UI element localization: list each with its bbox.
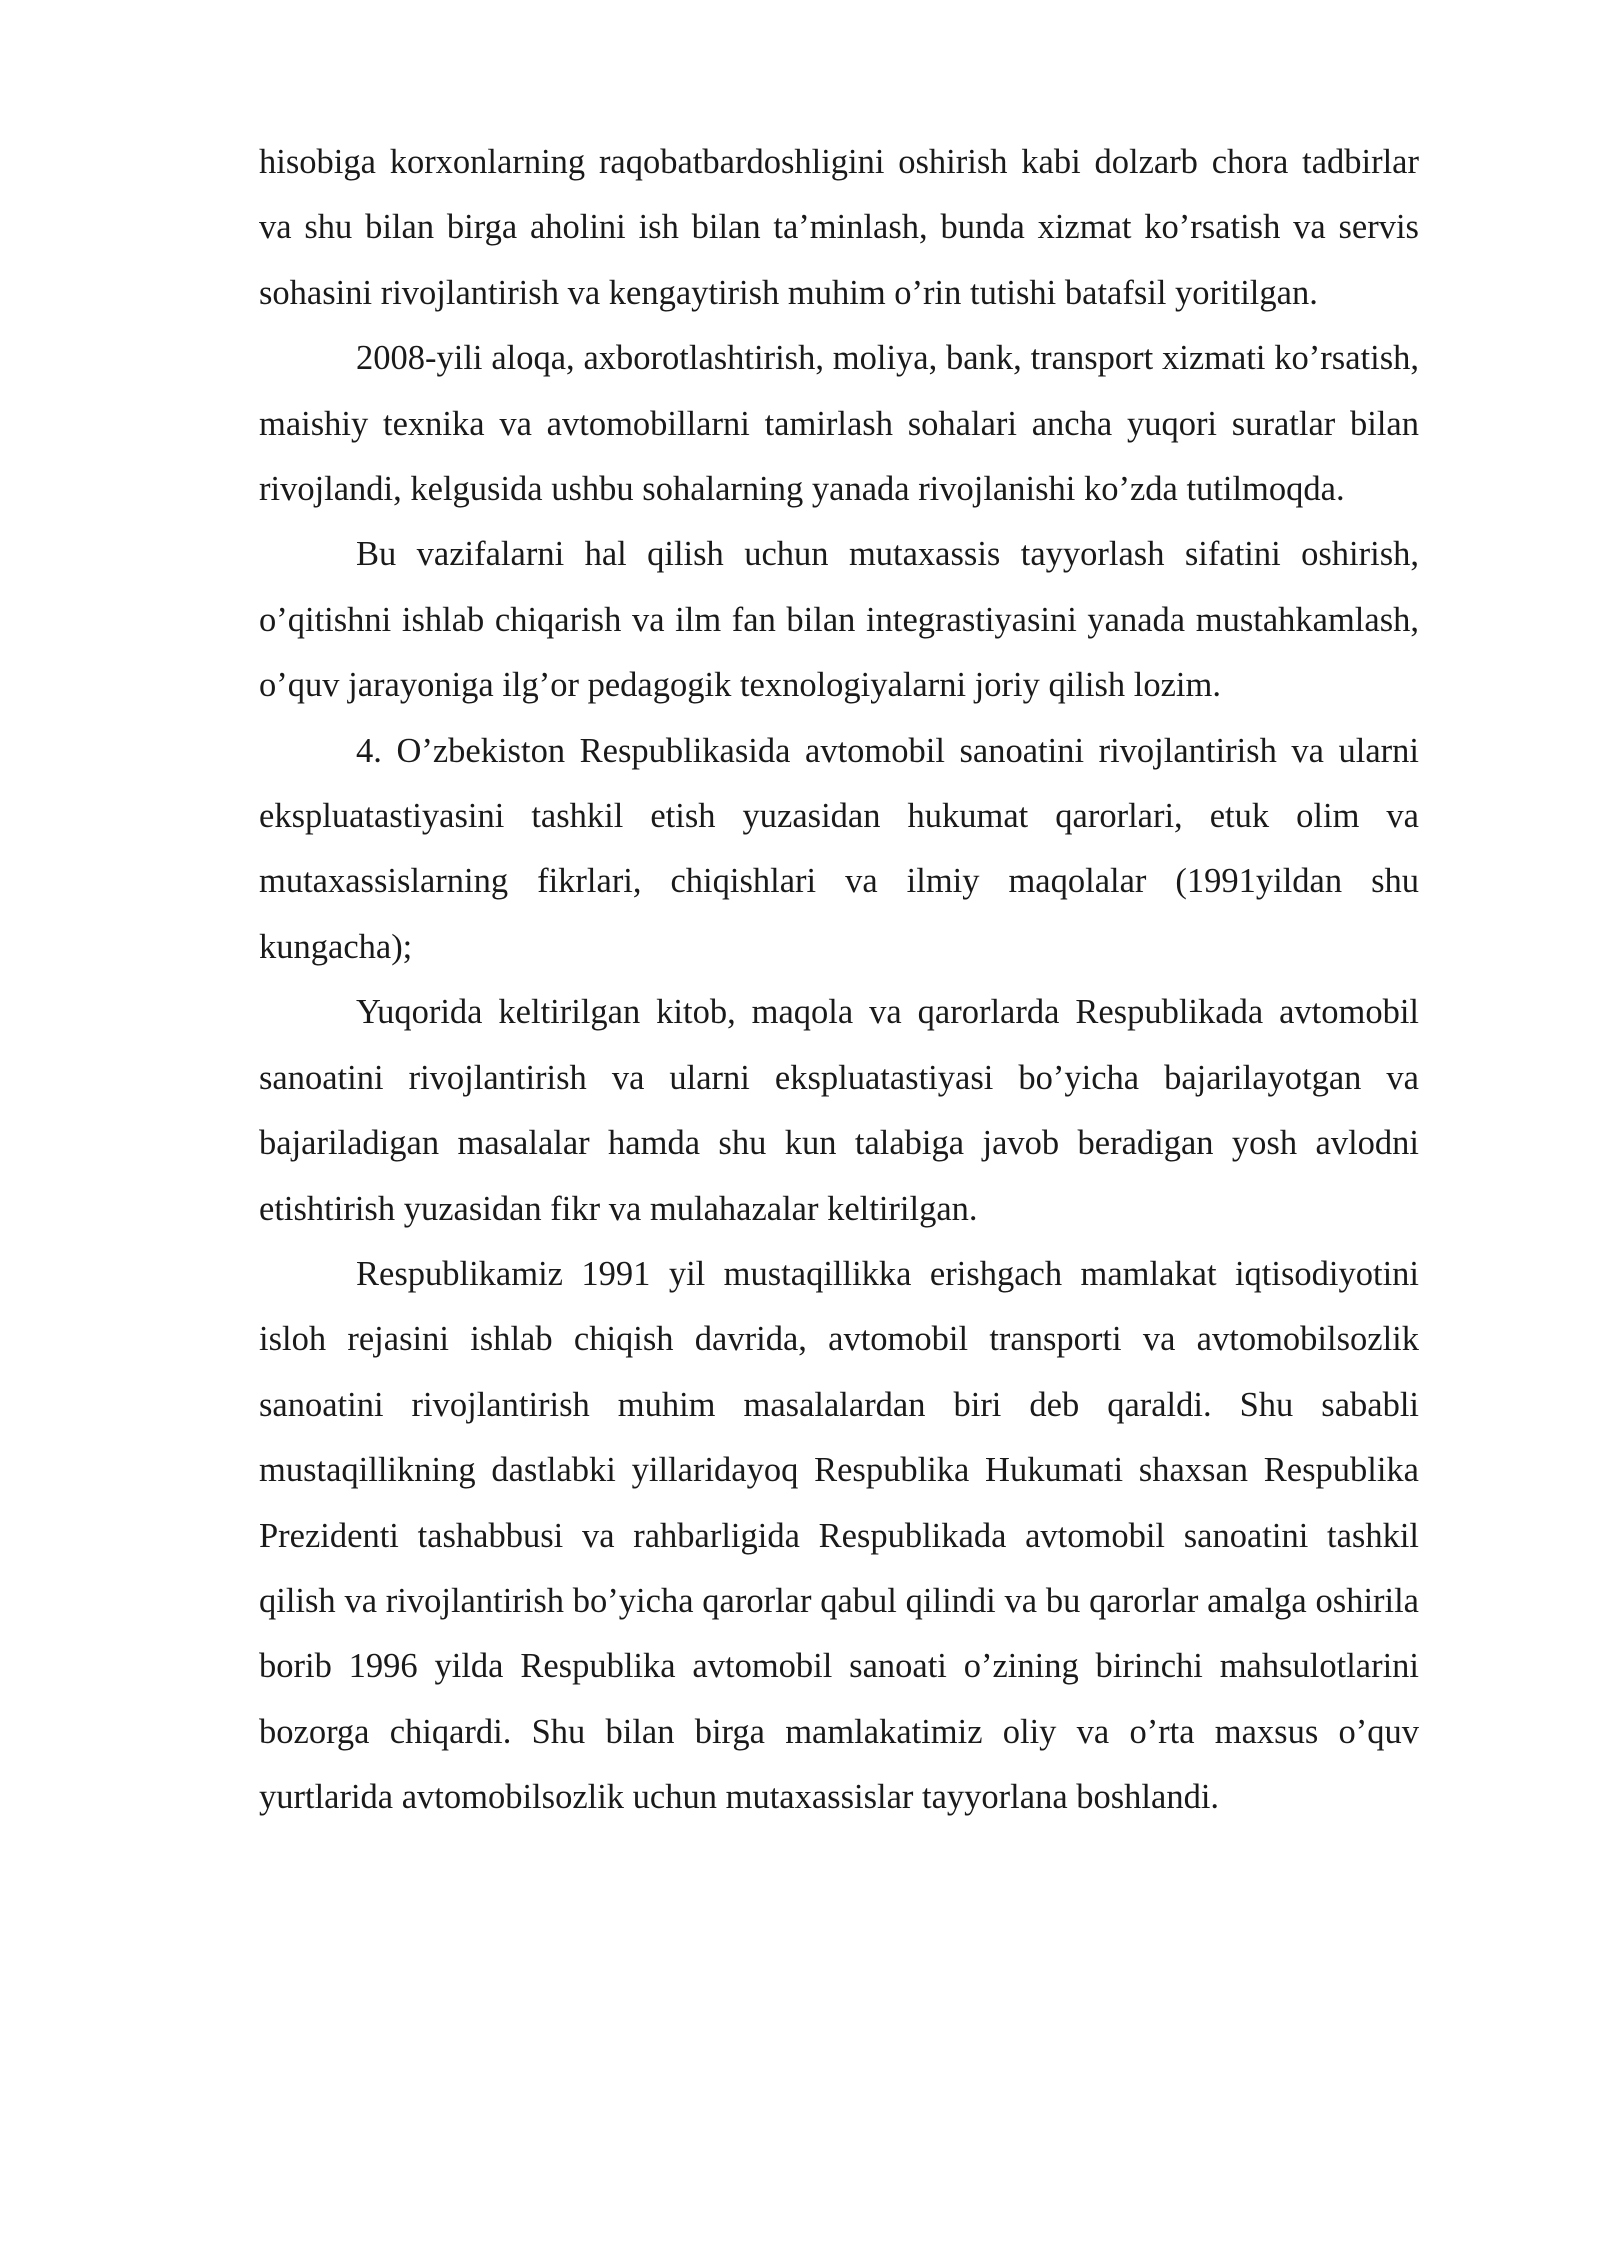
paragraph: Yuqorida keltirilgan kitob, maqola va qarorlarda Respublikada avtomobil sanoatini rivojlantirish va ularni ekspluatastiyasi bo’yicha bajarilayotgan va bajariladigan masalalar hamda shu kun talabiga javob beradigan yosh avlodni etishtirish yuzasidan fikr va mulahazalar keltirilgan. [259, 993, 1419, 1228]
document-body [259, 130, 1419, 1831]
paragraph: Bu vazifalarni hal qilish uchun mutaxassis tayyorlash sifatini oshirish, o’qitishni ishlab chiqarish va ilm fan bilan integrastiyasini yanada mustahkamlash, o’quv jarayoniga ilg’or pedagogik texnologiyalarni joriy qilish lozim. [259, 535, 1419, 705]
paragraph: hisobiga korxonlarning raqobatbardoshligini oshirish kabi dolzarb chora tadbirlar va shu bilan birga aholini ish bilan ta’minlash, bunda xizmat ko’rsatish va servis sohasini rivojlantirish va kengaytirish muhim o’rin tutishi batafsil yoritilgan. [259, 143, 1419, 312]
paragraph: 4. O’zbekiston Respublikasida avtomobil sanoatini rivojlantirish va ularni ekspluatastiyasini tashkil etish yuzasidan hukumat qarorlari, etuk olim va mutaxassislarning fikrlari, chiqishlari va ilmiy maqolalar (1991yildan shu kungacha); [259, 731, 1419, 966]
paragraph: Respublikamiz 1991 yil mustaqillikka erishgach mamlakat iqtisodiyotini isloh rejasini ishlab chiqish davrida, avtomobil transporti va avtomobilsozlik sanoatini rivojlantirish muhim masalalardan biri deb qaraldi. Shu sababli mustaqillikning dastlabki yillaridayoq Respublika Hukumati shaxsan Respublika Prezidenti tashabbusi va rahbarligida Respublikada avtomobil sanoatini tashkil qilish va rivojlantirish bo’yicha qarorlar qabul qilindi va bu qarorlar amalga oshirila borib 1996 yilda Respublika avtomobil sanoati o’zining birinchi mahsulotlarini bozorga chiqardi. Shu bilan birga mamlakatimiz oliy va o’rta maxsus o’quv yurtlarida avtomobilsozlik uchun mutaxassislar tayyorlana boshlandi. [259, 1254, 1419, 1817]
paragraph: 2008-yili aloqa, axborotlashtirish, moliya, bank, transport xizmati ko’rsatish, maishiy texnika va avtomobillarni tamirlash sohalari ancha yuqori suratlar bilan rivojlandi, kelgusida ushbu sohalarning yanada rivojlanishi ko’zda tutilmoqda. [259, 339, 1419, 509]
